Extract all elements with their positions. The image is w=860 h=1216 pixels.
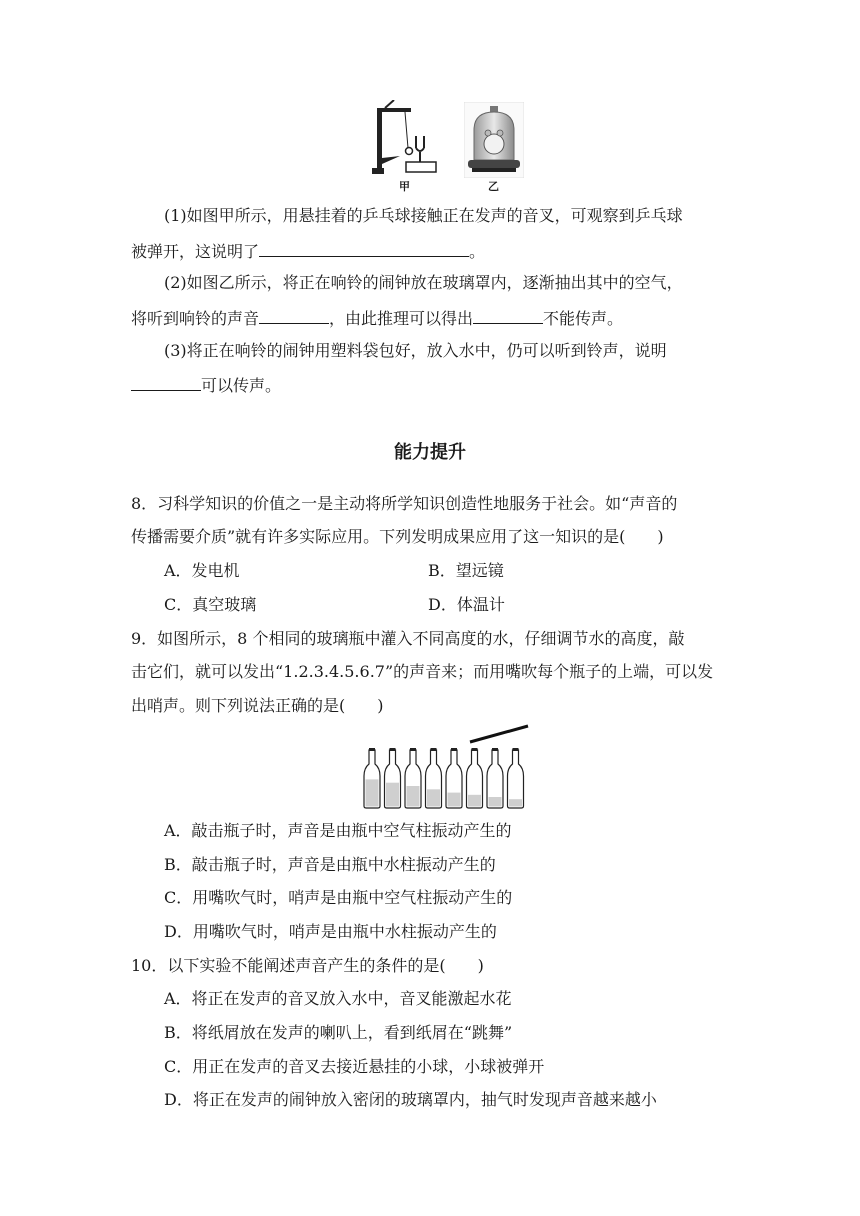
q7-part3-text: 可以传声。 (201, 376, 282, 395)
bottle-neck-rim (513, 748, 519, 751)
answer-blank[interactable] (473, 307, 543, 324)
answer-blank[interactable] (259, 240, 469, 257)
q8-stem-line1: 8．习科学知识的价值之一是主动将所学知识创造性地服务于社会。如“声音的 (131, 494, 678, 513)
q8-option-a[interactable]: A．发电机 (164, 561, 240, 580)
q7-part3-line1: (3)将正在响铃的闹钟用塑料袋包好，放入水中，仍可以听到铃声，说明 (164, 341, 667, 360)
answer-blank[interactable] (131, 374, 201, 391)
bottle-water (366, 779, 379, 806)
q7-part2-text-b: ，由此推理可以得出 (329, 309, 474, 328)
bottle-water (509, 799, 522, 806)
tuning-fork-figure (372, 100, 444, 180)
q7-part1-text: 被弹开，这说明了 (131, 242, 260, 261)
bottle-water (448, 793, 461, 807)
q10-option-a[interactable]: A．将正在发声的音叉放入水中，音叉能激起水花 (164, 989, 512, 1008)
q9-option-b[interactable]: B．敲击瓶子时，声音是由瓶中水柱振动产生的 (164, 855, 496, 874)
bottle-water (407, 786, 420, 807)
q10-option-d[interactable]: D．将正在发声的闹钟放入密闭的玻璃罩内，抽气时发现声音越来越小 (164, 1090, 657, 1109)
bottle-neck-rim (369, 748, 375, 751)
q7-part1-end: 。 (469, 242, 486, 261)
q7-part2-text-a: 将听到响铃的声音 (131, 309, 260, 328)
q7-part3-line2 (131, 374, 281, 396)
bottle-water (386, 783, 399, 807)
q8-option-b[interactable]: B．望远镜 (428, 561, 504, 580)
q10-stem: 10．以下实验不能阐述声音产生的条件的是( ) (131, 956, 484, 975)
bottle-water (489, 797, 502, 807)
bottle-neck-rim (390, 748, 396, 751)
figure-label-jia: 甲 (399, 180, 410, 193)
bottle-neck-rim (472, 748, 478, 751)
q7-part2-text-c: 不能传声。 (543, 309, 624, 328)
figure-label-yi: 乙 (488, 180, 499, 193)
q7-part1-line1: (1)如图甲所示，用悬挂着的乒乓球接触正在发声的音叉，可观察到乒乓球 (164, 206, 683, 225)
q9-option-d[interactable]: D．用嘴吹气时，哨声是由瓶中水柱振动产生的 (164, 922, 497, 941)
q9-stem-line3: 出哨声。则下列说法正确的是( ) (131, 696, 384, 715)
bottle-neck-rim (431, 748, 437, 751)
q9-option-a[interactable]: A．敲击瓶子时，声音是由瓶中空气柱振动产生的 (164, 821, 512, 840)
q8-option-d[interactable]: D．体温计 (428, 595, 505, 614)
q10-option-b[interactable]: B．将纸屑放在发声的喇叭上，看到纸屑在“跳舞” (164, 1023, 513, 1042)
q7-part2-line2 (131, 307, 623, 329)
bottle-water (468, 795, 481, 807)
bottles-figure (360, 722, 532, 812)
bell-jar-figure (464, 102, 524, 178)
section-title: 能力提升 (394, 442, 466, 463)
q9-option-c[interactable]: C．用嘴吹气时，哨声是由瓶中空气柱振动产生的 (164, 888, 513, 907)
bottle-neck-rim (492, 748, 498, 751)
q7-part1-line2 (131, 240, 485, 262)
bottle-neck-rim (410, 748, 416, 751)
q7-part2-line1: (2)如图乙所示，将正在响铃的闹钟放在玻璃罩内，逐渐抽出其中的空气， (164, 273, 683, 292)
q10-option-c[interactable]: C．用正在发声的音叉去接近悬挂的小球，小球被弹开 (164, 1057, 545, 1076)
answer-blank[interactable] (259, 307, 329, 324)
q9-stem-line1: 9．如图所示，8 个相同的玻璃瓶中灌入不同高度的水，仔细调节水的高度，敲 (131, 629, 685, 648)
q9-stem-line2: 击它们，就可以发出“1.2.3.4.5.6.7”的声音来；而用嘴吹每个瓶子的上端，可以发 (131, 662, 714, 681)
q8-option-c[interactable]: C．真空玻璃 (164, 595, 257, 614)
bottle-neck-rim (451, 748, 457, 751)
bottle-water (427, 789, 440, 806)
q8-stem-line2: 传播需要介质”就有许多实际应用。下列发明成果应用了这一知识的是( ) (131, 527, 664, 546)
